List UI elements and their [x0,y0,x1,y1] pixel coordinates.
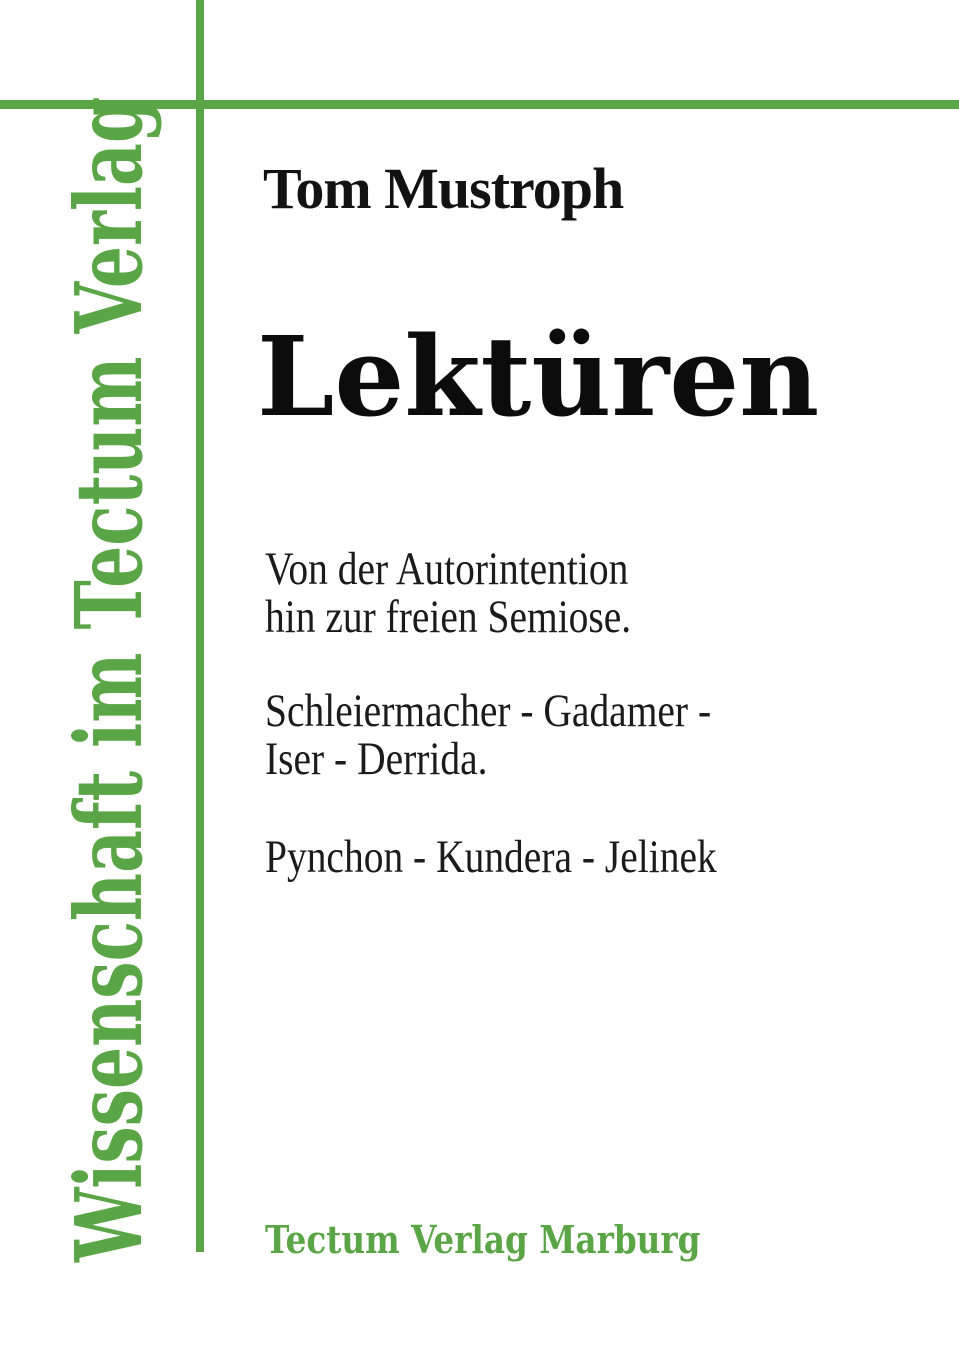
subtitle-line-1: Von der Autorintention [265,543,629,595]
writers-line: Pynchon - Kundera - Jelinek [265,831,717,883]
book-title: Lektüren [257,312,820,441]
subtitle-block [265,545,717,881]
spine-text: Wissenschaft im Tectum Verlag [55,96,163,1262]
author-name: Tom Mustroph [263,156,624,221]
theorists-line-1: Schleiermacher - Gadamer - [265,685,712,737]
theorists-line-2: Iser - Derrida. [265,733,488,785]
publisher-imprint: Tectum Verlag Marburg [265,1217,701,1262]
subtitle-line-2: hin zur freien Semiose. [265,591,632,643]
green-vertical-rule [196,0,204,1252]
